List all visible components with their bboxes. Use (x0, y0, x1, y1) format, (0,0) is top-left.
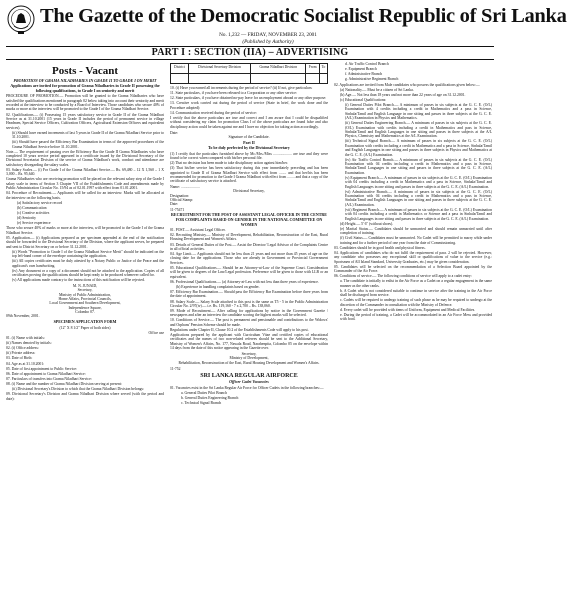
part-title: PART I : SECTION (IIA) – ADVERTISING (151, 47, 349, 58)
gazette-authority: (Published by Authority) (242, 39, 294, 45)
reference-number: 11-75471 (170, 208, 185, 213)
paragraph: 01. Vacancies exist in the Sri Lanka Regular Air Force for Officer Cadets in the following branches:— (170, 385, 324, 390)
list-item: g. Administrative Regiment Branch (345, 77, 399, 82)
list-item: d. Air Traffic Control Branch (345, 62, 389, 66)
condition-item: b. A Cadet who is not considered suitable to continue in service after the training in the Air Force shall be discharged from service. (340, 288, 492, 298)
column-right (334, 62, 492, 596)
section-intro: Applications are invited for promotion of Grama Niladharies in Grade II possessing the following qualifications, to Grade I on seniority and merit (10, 83, 160, 93)
part-subheading: To be duly perfected by the Divisional Secretary (208, 145, 290, 151)
signatory-line: Official Stamp: (170, 198, 194, 203)
form-field: (ii) Private address: (6, 351, 36, 356)
condition-item: a. The candidate is initially to enlist in the Air Force as a Cadet on a regular engagement in the same manner as the other ranks. (340, 279, 492, 288)
paragraph: Regulations under Chapter II, Clause 10.2 of the Establishments Code will apply to his post. (170, 327, 309, 332)
table-header-cell: Divisional Secretary Division (188, 64, 250, 74)
condition-item: c. Cadets will be required to undergo training of such phase as he may be required to undergo at the discretion of the Commander in consultation with the Ministry of Defence. (340, 298, 492, 307)
paragraph: (e) Marital Status.— Candidates should be unmarried and should remain unmarried until after completion of training. (340, 226, 492, 236)
signature-date: 09th November, 2001. (6, 314, 40, 319)
content-columns (6, 62, 494, 596)
section-subheading: Officer Cadet Vacancies (229, 379, 269, 385)
office-use-label: Office use (148, 330, 164, 335)
paragraph: (c) Educational Qualifications: (340, 97, 387, 102)
signature-date-label: Date: (170, 130, 179, 135)
table-header-cell: From (306, 64, 320, 74)
signatory-line: Ministry of Public Administration, (59, 292, 111, 297)
signatory-line: Colombo 07. (75, 310, 95, 315)
paragraph: 03. Details of General Duties of the Post.— Assist the Director/ Legal Advisor of the Complaints Centre in all official activities. (170, 242, 328, 251)
paragraph: (iii) Should have passed the Efficiency Bar Examination in terms of the approved procedures of the Grama Niladhari Service before 31.10.2001. (12, 140, 164, 149)
qualification-item: (vii) Regiment Branch.— A minimum of passes in six subjects at the G. C. E. (O/L) Examination with 04 credits including a credit in Mathematics or Science and a pass in Sinhala/Tamil and English Languages in one sitting and passes in three subjects at the G. C. E. (A/L) Examination. (345, 207, 492, 221)
paragraph: Those who secure 40% of marks or more at the interview, will be promoted to the Grade I of the Grama Niladhari Service. (6, 226, 164, 235)
paragraph: (v) All applications made contrary to the instructions of this notification will be rejected. (12, 278, 145, 283)
paragraph: 11. State particulars, if you have been released to a Corporation or any other service: (170, 91, 297, 96)
paragraph: 02. Qualifications.— (i) Possessing 15 years satisfactory service in Grade II of the Grama Niladhari Service as at 31.10.2001 (15 years in Grade II includes the period of permanent service in village Headmen, Special Service Officers, Cultivation Officers, Agricultural Extension Officers and equivalent services). (6, 112, 164, 130)
paragraph: (iii) All copies certificates must be duly attested by a Notary Public or Justice of the Peace and the applicant's own handwriting. (12, 259, 164, 268)
list-item: f. Administrative Branch (345, 72, 383, 77)
signatory-title: Secretary, (241, 351, 257, 356)
list-item: (c) Creative activities (17, 210, 50, 215)
paragraph: 02. Recruiting Ministry.— Ministry of Development, Rehabilitation, Reconstruction of the East, Rural Housing Development and Women's Affairs. (170, 233, 328, 242)
table-header-row (171, 64, 328, 74)
form-field: 02. (i) Office address: (6, 346, 39, 351)
paragraph: 08. Salary Scale.— Salary Scale attached to this post is the same as T5 - 5 in the Public Administration Circular No. 2/97(iv).— i.e. Rs. 119,160 - 7 x 2,700 – Rs. 138,060. (170, 299, 328, 308)
list-item: (a) Satisfactory service record (17, 200, 63, 205)
signatory-name: Name: .................... (170, 185, 200, 190)
condition-item: e. During the period of training, a Cadet will be accommodated in an Air Force Mess and provided with food. (340, 312, 492, 322)
paragraph: (ii) Should have earned increments of last 5 years in Grade II of the Grama Niladhari Service prior to 31.10.2001. (12, 130, 164, 140)
paragraph: 03. Candidates should be in good health and physical fitness. (334, 245, 426, 250)
reference-number: 11-752 (170, 366, 181, 371)
paragraph: 07. Efficiency Bar Examination.— Should pass the Efficiency Bar Examination before three years from the date of appointment. (170, 290, 328, 299)
paragraph: 08. (i) Name and the number of Grama Niladhari Division serving at present: (6, 382, 122, 387)
table-header-cell: To (319, 64, 327, 74)
list-item: c. Technical Signal Branch (181, 401, 222, 406)
paragraph: (3) That his/her service has been satisfactory during this year immediately preceding and has been appointed to Grade II of Grama Niladhari Service with effect from ........ and that her/his has been recommended for promotion to the Grade I Grama Niladhari with effect from ........ and that a copy of the certificate of satisfactory service is attached. (170, 166, 329, 184)
paragraph: 04. Procedure of Recruitment.— Applicants will be called for an interview. Marks will be allocated at the interview on the following basis. (6, 191, 164, 200)
list-item: b. General Duties Engineering Branch (181, 396, 239, 401)
paragraph: (2) That no decision has been made to take disciplinary action against him/her. (170, 161, 288, 166)
form-field: 03. Date of Birth: (6, 356, 33, 361)
service-history-table (170, 63, 328, 84)
signatory-title: Divisional Secretary, (233, 189, 265, 194)
paragraph: 05. Application.— (i) Applications prepared as per specimen appended at the end of the notification should be forwarded to the Divisional Secretary of the Division, where the applicant serves, be prepared and sent to District Secretary on or before 31.12.2001. (6, 235, 164, 249)
section-subheading: PROMOTION OF GRAMA NILADHARIES IN GRADE II TO GRADE I ON MERIT (13, 78, 157, 83)
paragraph: 01. POST.— Assistant Legal Officer. (170, 227, 226, 232)
paragraph: 10. Conditions of Service.— The post is permanent and pensionable and contributions to the Widows' and Orphans' Pension Scheme should be made. (170, 318, 328, 327)
form-field: 04. Age as at 31.10.2001: (6, 361, 45, 366)
form-field: (ii) Names denoted by initials: (6, 341, 52, 346)
form-field: 06. Date of appointment to Grama Niladhari Service: (6, 371, 86, 376)
signatory-line: Date: (170, 202, 179, 207)
header-rule-bottom (6, 59, 494, 60)
qualification-item: (i) General Duties Pilot Branch.— A minimum of passes in six subjects at the G. C. E. (O/L) Examination with 4 credits including a credit in Mathematics and a pass in Science, Sinhala/Tamil and English Language in one sitting and passes in three subjects at the G. C. E. (A/L) Examination in Physics and Mathematics. (345, 103, 492, 121)
paragraph: 06. Professional Qualifications.— (a) Attorney-at-Law with not less than three years of experience. (170, 279, 319, 284)
paragraph: 10. (i) Have you earned all increments during the period of service? (ii) If not, give particulars: (170, 86, 313, 90)
paragraph: (d) Height.— 5' 6" (without shoes). (340, 221, 394, 226)
paragraph: 05. Candidates will be selected on the recommendation of a Selection Board appointed by the Commander of the Air Force. (334, 264, 492, 274)
list-item: (e) Service experience (17, 221, 51, 226)
signatory-line: Rehabilitation, Reconstruction of the East, Rural Housing Development and Women's Affairs. (178, 360, 320, 365)
paragraph: 12. State particulars, if you have obtained no-pay leave for an employment abroad or any other purpose: (170, 96, 327, 101)
paragraph: 04. Age Limit.— Applicants should not be less than 21 years and not more than 45 years of age on the closing date for the applications. Those who are already in Government or Provincial Government Services. (170, 252, 328, 265)
condition-item: d. Every cadet will be provided with items of Uniform, Equipment and Medical Facilities. (340, 307, 476, 312)
paragraph: I certify that the above particulars are true and correct and I am aware that I could be disqualified without considering my claim for promotion Class I of the above particulars are found false and also disciplinary action could be taken against me and I have no objection for taking action accordingly. (170, 116, 328, 129)
paragraph: (b) Age.— Not less than 18 years and not more than 22 years of age on 31.12.2001. (340, 92, 466, 97)
list-item: e. Equipment Branch (345, 67, 377, 72)
paragraph: 05. Educational Qualifications.— Should be an Attorney-at-Law of the Supreme Court. Consideration will be given to degrees of the Law/Legal profession. Preference will be given to those with LLB or an equivalent. (170, 265, 328, 279)
candidate-signature-block (170, 131, 328, 140)
form-field: 01. (i) Name with initials: (6, 335, 45, 340)
paragraph: Note.— The requirement of passing over the Efficiency Bar the Grade II Grama Niladharies who have completed 10 years service period appeared in a certificate issued by the Divisional Secretary of the Divisional Secretariat Division of the service of Grama Niladhari's work, conduct and attendance are satisfactory disregarding the salary scales. (6, 149, 164, 167)
column-left (6, 62, 164, 596)
paragraph: 09. Divisional Secretary's Division and Grama Niladhari Division where served (with the period and date): (6, 392, 164, 401)
paragraph: 02. Applications are invited from Male candidates who possess the qualifications given below:— (334, 82, 480, 87)
paragraph: (b) Experience in handling complaints based on gender. (176, 284, 260, 289)
paragraph: Grama Niladharies who are receiving promotion will be placed on the relevant salary step of the Grade I salary scale in terms of Section 3 Chapter VII of the Establishments Code and amendments made by Public Administration Circular No. 15/94 as of 02.01.1997 with effect from 01.01.2001. (6, 177, 164, 191)
form-field: 05. Date of first appointment to Public Service: (6, 366, 78, 371)
paragraph: (iv) Any document or a copy of a document should not be attached to the application. Copies of all certificates proving the qualifications should be kept ready to be produced whenever called for. (12, 268, 164, 277)
paragraph: (ii) Words "Promotion to Grade I of the Grama Niladhari Service Merit" should be indicated on the top left-hand corner of the envelope containing the application. (12, 249, 164, 259)
qualification-item: (v) Equipment Branch.— A minimum of passes in six subjects at the G. C. E. (O/L) Examination with 04 credits including a credit in Mathematics and a pass in Science, Sinhala/Tamil and English Languages in one sitting and passes in three subjects at the G. C. E. (A/L) Examination. (345, 175, 492, 189)
table-header-cell: Grama Niladhari Division (251, 64, 306, 74)
paragraph: Applications prepared by the applicant with Curriculum Vitae and certified copies of educational certificates and the names of two non-related referees should be sent to the Additional Secretary, Ministry of Women's Affairs, No. 177, Nawala Road, Narahenpita, Colombo 05 on the envelope within 14 days from the date of this notice appearing in the Gazette over. (170, 333, 328, 351)
paragraph: (f) Civil Status.— Candidates must be unmarried. No Cadet will be permitted to marry while under training and for a further period of one year from the date of Commissioning. (340, 236, 492, 245)
section-heading: RECRUITMENT FOR THE POST OF ASSISTANT LEGAL OFFICER IN THE CENTRE FOR COMPLAINTS BASED ON GENDER IN THE NATIONAL COMMITTEE ON WOMEN (171, 212, 327, 227)
signatory-title: Secretary, (77, 288, 93, 293)
paragraph: (1) I certify that the particulars furnished above by Mr./Mrs./Miss .................... are true and they were found to be correct when compared with his/her personal file. (170, 151, 328, 160)
paragraph: 06. Conditions of service.— The following conditions of service will apply to a cadet entry: (334, 274, 472, 279)
paragraph: PROCEDURE OF PROMOTION.— Promotion will be granted to the Grama Niladharies who have satisfied the qualifications mentioned in paragraph 02 below taking into account their seniority and merit recorded at the interview to be conducted by a Board of Interview. Those candidates who secure 40% of marks or more at the interview will be promoted to the Grade I of the Grama Niladhari Service. (6, 94, 164, 112)
signatory-line: Home Affairs, Provincial Councils, (58, 297, 112, 301)
form-field: 07. Particulars of transfers into Grama Niladhari Service: (6, 377, 92, 382)
part-heading: Part II (243, 139, 255, 145)
signatory-line: Independence Square, (68, 305, 102, 310)
column-middle (170, 62, 328, 596)
paragraph: 09. Mode of Recruitment.— After calling for applications by notice in the Government Gazette / newspapers and after an interview the candidate scoring the highest marks will be selected. (170, 309, 328, 318)
signature-label: Signature of the Candidate. (228, 134, 270, 139)
paragraph: 14. Communication received during the period of service: (170, 110, 257, 115)
section-heading-airforce: SRI LANKA REGULAR AIRFORCE (200, 372, 298, 379)
qualification-item: (iii) Technical Signal Branch.— A minimum of passes in six subjects at the G. C. E. (O/L) Examination with credits including a credit in Mathematics and a pass in Science, Sinhala/Tamil and English Languages in one sitting and passes in three subjects in Physics and Mathematics at the G. C. E. (A/L) Examination. (345, 139, 492, 157)
paragraph: (a) Nationality.— Must be a citizen of Sri Lanka. (340, 87, 414, 92)
signatory-line: Local Government and Southern Development, (49, 301, 121, 306)
specimen-heading: SPECIMEN APPLICATION FORM (53, 319, 117, 325)
paragraph: (ii) Divisional Secretary's Division to which that the Grama Niladhari Division belongs: (12, 387, 145, 392)
ministry-signature-block (170, 352, 328, 365)
gazette-title: The Gazette of the Democratic Socialist Republic of Sri Lanka (40, 5, 567, 27)
list-item: (b) Communication (17, 205, 47, 210)
qualification-item: (iv) Air Traffic Control Branch.— A minimum of passes in six subjects at the G. C. E. (O/L) Examination with 04 credits including a credit in Mathematics and a pass in Science, Sinhala/Tamil Languages in one sitting and passes in three subjects at the G. C. E. (A/L) Examination. (345, 157, 492, 175)
list-item: (d) Seniority (17, 216, 37, 221)
national-emblem-icon (6, 4, 36, 36)
gazette-issue: No. 1,232 — FRIDAY, NOVEMBER 23, 2001 (219, 32, 317, 38)
section-heading-posts: Posts - Vacant (51, 65, 118, 77)
list-item: a. General Duties Pilot Branch (181, 390, 227, 395)
signature-block (6, 284, 164, 319)
qualification-item: (ii) General Duties Engineering Branch.— A minimum of passes in six subjects at the G. C. E. (O/L) Examination with credits including a credit in Mathematics and pass in Science, Sinhala/Tamil and English Languages in one sitting and passes in three subjects at the A/L Physics, Chemistry and Mathematics at the A/L Examination. (345, 121, 492, 139)
signatory-name: M. N. JUNAID, (72, 283, 98, 288)
secretary-signature-block (170, 185, 328, 207)
signatory-line: Ministry of Development, (229, 356, 269, 361)
qualification-item: (vi) Administrative Branch.— A minimum of passes in six subjects at the G. C. E. (O/L) Examination with 04 credits including a credit in Mathematics and a pass in Science, Sinhala/Tamil and English Languages in one sitting and passes in three subjects at the G. C. E. (A/L) Examination. (345, 189, 492, 207)
specimen-note: (12" X 8 1/2" Paper of both sides) (59, 325, 111, 330)
table-row (171, 74, 328, 84)
signatory-line: Designation: (170, 193, 190, 198)
paragraph: 04. Applications of candidates who do not fulfil the requirement of para. 2 will be rejected. However, any candidate who possesses any exceptional skill or qualifications of value to the service (e.g.: Sportsmen of All Island Standard, University Graduates, etc.) may be given consideration. (334, 250, 492, 264)
paragraph: 13. Creative work carried out during the period of service (State in brief, the work done and the Procedure adopted): (170, 101, 328, 110)
table-header-cell: District (171, 64, 189, 74)
paragraph: 03. Salary Scales.— (i) For Grade I of the Grama Niladhari Service.— Rs. 69,480 – 12 X 1,560 – 1 X 3,000 – Rs. 95,640. (6, 167, 164, 177)
